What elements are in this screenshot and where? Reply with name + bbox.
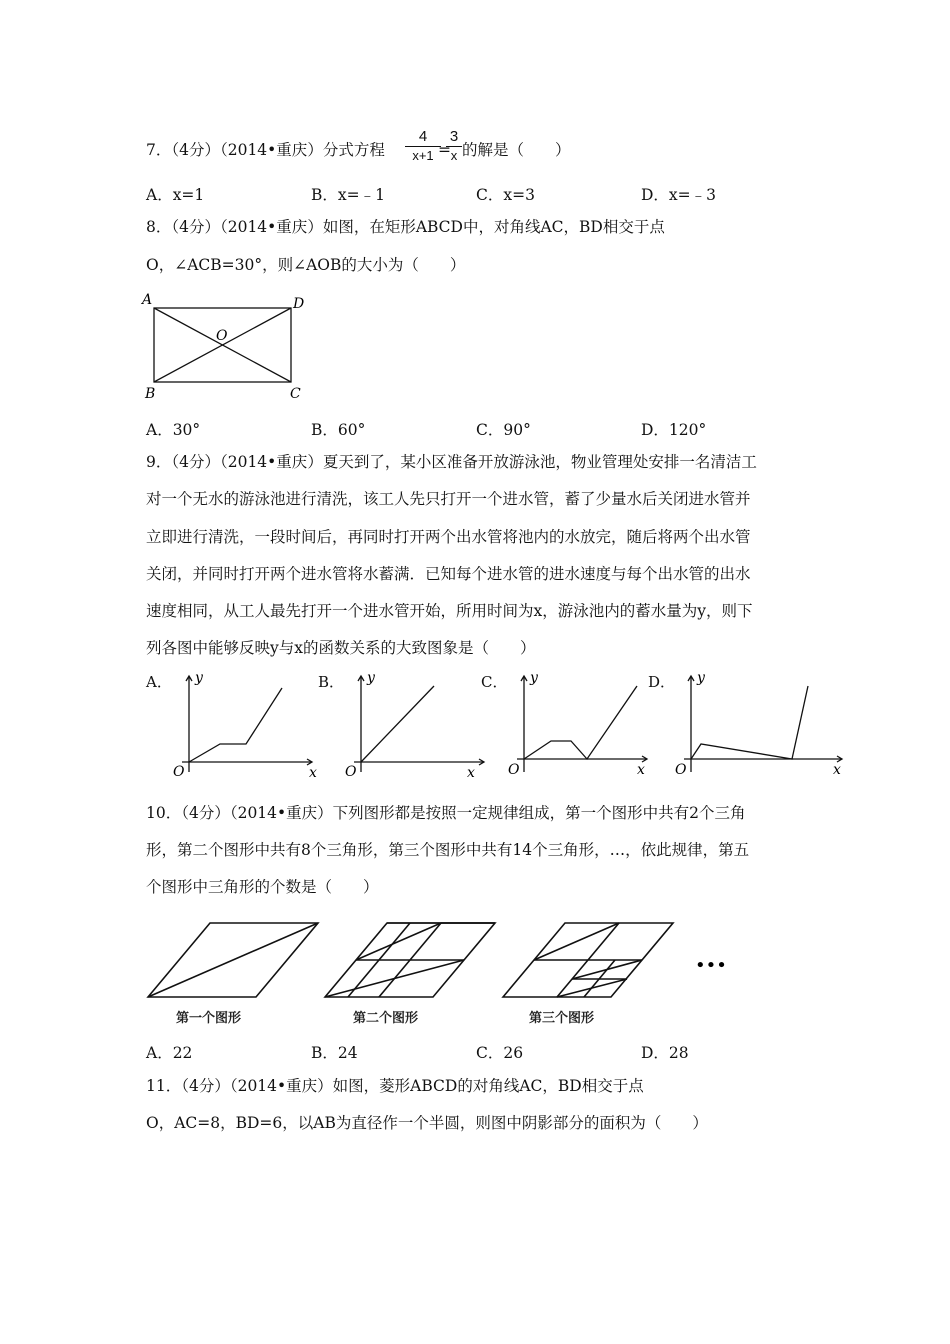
label-a: A — [142, 292, 153, 308]
graph-b-curve — [361, 686, 434, 762]
q7-equals: = — [438, 141, 451, 159]
q9-graph-b[interactable] — [342, 664, 497, 786]
q9-line-3: 立即进行清洗，一段时间后，再同时打开两个出水管将池内的水放完，随后将两个出水管 — [146, 528, 751, 546]
svg-text:O: O — [508, 762, 520, 778]
q8-line-1: 8．（4分）（2014•重庆）如图，在矩形ABCD中，对角线AC，BD相交于点 — [146, 218, 665, 236]
svg-text:y: y — [697, 670, 705, 686]
q8-option-c[interactable]: C．90° — [476, 421, 531, 439]
q7-frac1-denominator: x+1 — [412, 148, 434, 163]
q9-graph-a-label[interactable]: A． — [146, 673, 172, 691]
svg-text:y: y — [530, 670, 538, 686]
q11-line-1: 11．（4分）（2014•重庆）如图，菱形ABCD的对角线AC，BD相交于点 — [146, 1077, 644, 1095]
q10-pattern-figures — [140, 915, 740, 1009]
q7-frac2-numerator: 3 — [449, 128, 459, 145]
svg-text:x: x — [833, 762, 841, 778]
q8-option-b[interactable]: B．60° — [311, 421, 366, 439]
q10-option-c[interactable]: C．26 — [476, 1044, 524, 1062]
q10-option-b[interactable]: B．24 — [311, 1044, 358, 1062]
q9-graph-b-label[interactable]: B． — [318, 673, 345, 691]
label-c: C — [290, 386, 301, 402]
q9-graph-a[interactable] — [170, 664, 325, 786]
q8-option-a[interactable]: A．30° — [146, 421, 201, 439]
q10-option-a[interactable]: A．22 — [146, 1044, 193, 1062]
q11-line-2: O，AC=8，BD=6，以AB为直径作一个半圆，则图中阴影部分的面积为（ ） — [146, 1114, 708, 1132]
ellipsis: ••• — [695, 955, 727, 976]
q9-line-5: 速度相同，从工人最先打开一个进水管开始，所用时间为x，游泳池内的蓄水量为y，则下 — [146, 602, 753, 620]
q9-line-1: 9．（4分）（2014•重庆）夏天到了，某小区准备开放游泳池，物业管理处安排一名清洁工 — [146, 453, 757, 471]
q7-option-c[interactable]: C．x=3 — [476, 186, 535, 204]
svg-text:x: x — [309, 765, 317, 781]
q10-line-1: 10．（4分）（2014•重庆）下列图形都是按照一定规律组成，第一个图形中共有2个三角 — [146, 804, 746, 822]
graph-c-curve — [524, 686, 637, 759]
svg-text:x: x — [637, 762, 645, 778]
q9-line-6: 列各图中能够反映y与x的函数关系的大致图象是（ ） — [146, 639, 536, 657]
q7-stem-before: 7．（4分）（2014•重庆）分式方程 — [146, 141, 385, 159]
q10-line-2: 形，第二个图形中共有8个三角形，第三个图形中共有14个三角形，…，依此规律，第五 — [146, 841, 750, 859]
q7-frac1-numerator: 4 — [418, 128, 428, 145]
label-b: B — [145, 386, 156, 402]
label-o: O — [216, 328, 228, 344]
q9-line-4: 关闭，并同时打开两个进水管将水蓄满．已知每个进水管的进水速度与每个出水管的出水 — [146, 565, 751, 583]
svg-text:O: O — [675, 762, 687, 778]
q7-frac2-denominator: x — [450, 148, 458, 163]
svg-text:x: x — [467, 765, 475, 781]
svg-text:O: O — [173, 764, 185, 780]
q7-stem-after: 的解是（ ） — [462, 141, 571, 159]
svg-text:y: y — [367, 670, 375, 686]
q7-option-d[interactable]: D．x=﹣3 — [641, 186, 717, 204]
q9-graph-c-label[interactable]: C． — [481, 673, 508, 691]
q9-line-2: 对一个无水的游泳池进行清洗，该工人先只打开一个进水管，蓄了少量水后关闭进水管并 — [146, 490, 751, 508]
graph-a-curve — [189, 688, 282, 762]
q10-caption-3: 第三个图形 — [529, 1010, 595, 1025]
graph-d-curve — [691, 686, 808, 759]
q10-caption-1: 第一个图形 — [176, 1010, 242, 1025]
q7-fraction-2 — [446, 128, 462, 163]
svg-text:y: y — [195, 670, 203, 686]
q8-option-d[interactable]: D．120° — [641, 421, 707, 439]
q7-option-b[interactable]: B．x=﹣1 — [311, 186, 385, 204]
q8-rectangle-figure — [140, 288, 315, 410]
q7-option-a[interactable]: A．x=1 — [146, 186, 205, 204]
q10-caption-2: 第二个图形 — [353, 1010, 419, 1025]
label-d: D — [293, 296, 305, 312]
q9-graph-d-label[interactable]: D． — [648, 673, 676, 691]
q7-stem — [146, 140, 385, 160]
svg-text:O: O — [345, 764, 357, 780]
q10-option-d[interactable]: D．28 — [641, 1044, 689, 1062]
q9-graph-d[interactable] — [672, 664, 847, 786]
q9-graph-c[interactable] — [505, 664, 660, 786]
q8-line-2: O，∠ACB=30°，则∠AOB的大小为（ ） — [146, 256, 466, 274]
q7-fraction-1 — [405, 128, 441, 163]
q10-line-3: 个图形中三角形的个数是（ ） — [146, 878, 379, 896]
